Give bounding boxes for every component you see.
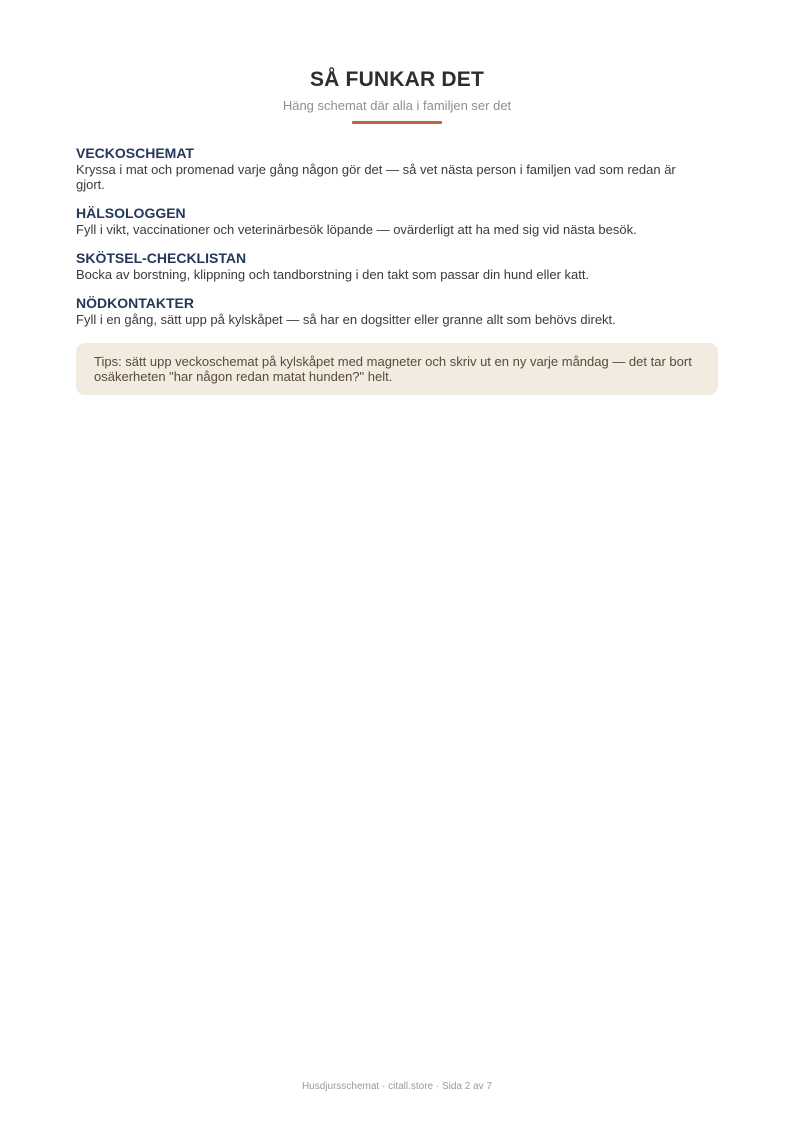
section-veckoschemat	[76, 145, 718, 192]
section-text: Bocka av borstning, klippning och tandborstning i den takt som passar din hund eller katt.	[76, 267, 590, 282]
section-skotsel-checklistan	[76, 250, 718, 282]
section-heading: NÖDKONTAKTER	[76, 295, 194, 311]
page-subtitle: Häng schemat där alla i familjen ser det	[282, 98, 512, 113]
section-text: Kryssa i mat och promenad varje gång någon gör det — så vet nästa person i familjen vad som redan är gjort.	[76, 162, 676, 192]
section-heading: VECKOSCHEMAT	[76, 145, 194, 161]
tip-box: Tips: sätt upp veckoschemat på kylskåpet med magneter och skriv ut en ny varje måndag — det tar bort osäkerheten "har någon redan matat hunden?" helt.	[76, 343, 718, 395]
main-content	[76, 145, 718, 395]
page-title: SÅ FUNKAR DET	[309, 68, 485, 91]
section-text: Fyll i en gång, sätt upp på kylskåpet — så har en dogsitter eller granne allt som behövs direkt.	[76, 312, 616, 327]
page-header	[0, 66, 794, 124]
section-heading: HÄLSOLOGGEN	[76, 205, 186, 221]
section-halsologgen	[76, 205, 718, 237]
section-nodkontakter	[76, 295, 718, 327]
accent-divider	[352, 121, 442, 124]
page-footer: Husdjursschemat · citall.store · Sida 2 av 7	[301, 1081, 493, 1092]
section-text: Fyll i vikt, vaccinationer och veterinärbesök löpande — ovärderligt att ha med sig vid nästa besök.	[76, 222, 637, 237]
section-heading: SKÖTSEL-CHECKLISTAN	[76, 250, 247, 266]
